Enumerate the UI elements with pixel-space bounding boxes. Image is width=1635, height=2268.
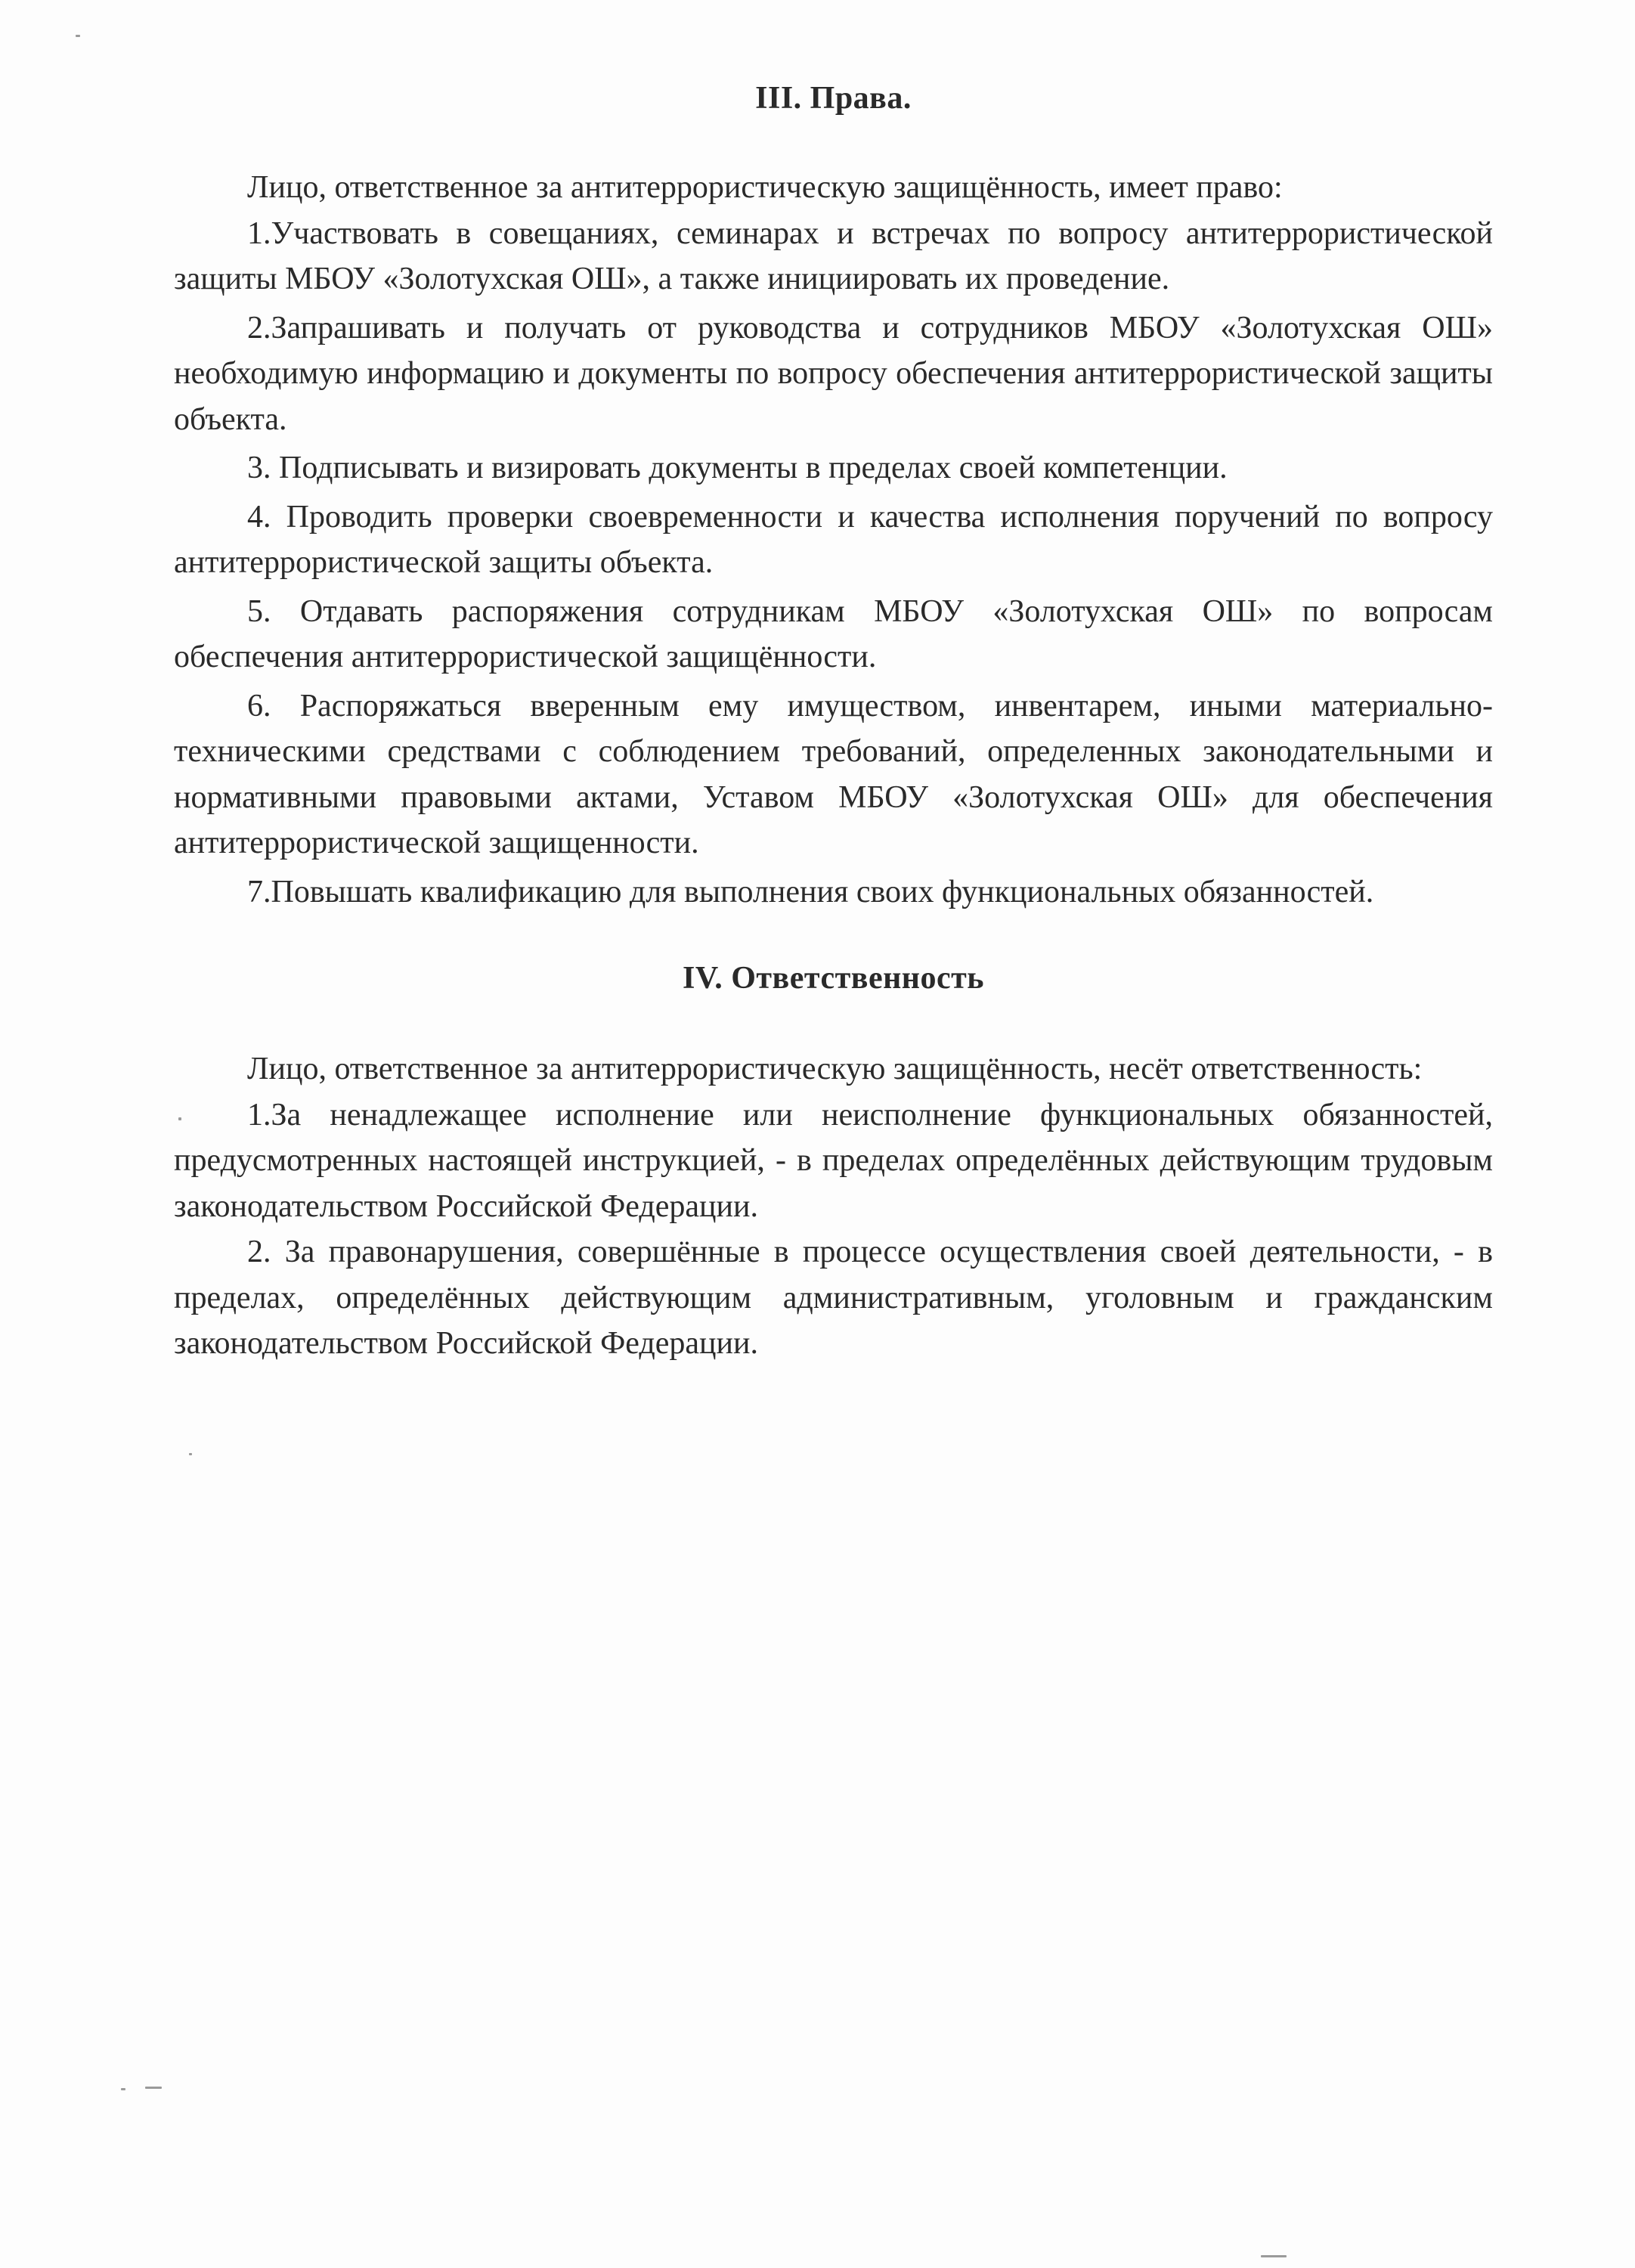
rights-item-2: 2.Запрашивать и получать от руководства и сотрудников МБОУ «Золотухская ОШ» необходимую информацию и документы по вопросу обеспечения антитеррористической защиты объекта.	[174, 310, 1493, 437]
rights-item-7: 7.Повышать квалификацию для выполнения своих функциональных обязанностей.	[247, 874, 1374, 909]
rights-item-1-text: 1.Участвовать в совещаниях, семинарах и встречах по вопросу антитеррористической защиты МБОУ «Золотухская ОШ», а также инициировать их проведение.	[174, 215, 1493, 296]
scan-speck	[76, 35, 80, 37]
responsibility-item-2: 2. За правонарушения, совершённые в процессе осуществления своей деятельности, - в пределах, определённых действующим административным, уголовным и гражданским законодательством Российской Федерации.	[174, 1235, 1493, 1361]
scan-speck	[1261, 2255, 1287, 2257]
rights-item-1	[174, 211, 1493, 302]
section-3-intro: Лицо, ответственное за антитеррористическую защищённость, имеет право:	[247, 170, 1283, 205]
scan-speck	[145, 2087, 162, 2089]
document-body	[174, 76, 1493, 1367]
rights-item-4: 4. Проводить проверки своевременности и качества исполнения поручений по вопросу антитеррористической защиты объекта.	[174, 499, 1493, 580]
section-4-intro: Лицо, ответственное за антитеррористическую защищённость, несёт ответственность:	[247, 1052, 1423, 1086]
section-3-heading: III. Права.	[755, 81, 912, 116]
rights-item-5: 5. Отдавать распоряжения сотрудникам МБОУ «Золотухская ОШ» по вопросам обеспечения антитеррористической защищённости.	[174, 593, 1493, 674]
responsibility-item-1: 1.За ненадлежащее исполнение или неисполнение функциональных обязанностей, предусмотренных настоящей инструкцией, - в пределах определённых действующим трудовым законодательством Российской Федерации.	[174, 1097, 1493, 1224]
scan-speck	[121, 2088, 125, 2090]
section-4-heading: IV. Ответственность	[682, 961, 984, 996]
scan-speck	[189, 1453, 192, 1455]
rights-item-6: 6. Распоряжаться вверенным ему имуществом, инвентарем, иными материально-техническими средствами с соблюдением требований, определенных законодательными и нормативными правовыми актами, Уставом МБОУ «Золотухская ОШ» для обеспечения антитеррористической защищенности.	[174, 688, 1493, 860]
rights-item-3: 3. Подписывать и визировать документы в пределах своей компетенции.	[247, 451, 1228, 485]
